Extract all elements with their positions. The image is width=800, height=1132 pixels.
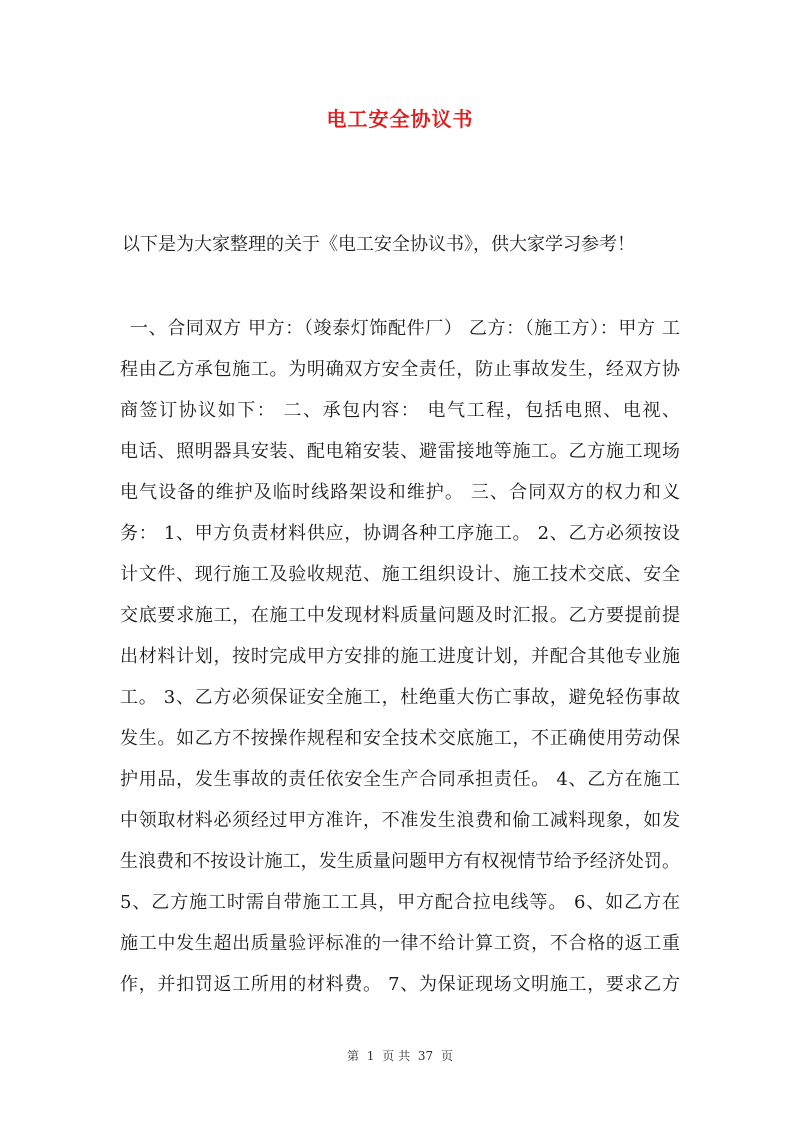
- body-line: 施工中发生超出质量验评标准的一律不给计算工资，不合格的返工重: [120, 933, 680, 954]
- body-line: 电气设备的维护及临时线路架设和维护。 三、合同双方的权力和义: [120, 482, 680, 503]
- body-line: 程由乙方承包施工。为明确双方安全责任，防止事故发生，经双方协: [120, 359, 680, 380]
- page-footer: [0, 1047, 800, 1064]
- body-line: 5、乙方施工时需自带施工工具，甲方配合拉电线等。 6、如乙方在: [120, 892, 680, 913]
- body-line: 发生。如乙方不按操作规程和安全技术交底施工，不正确使用劳动保: [120, 728, 680, 749]
- body-line: 生浪费和不按设计施工，发生质量问题甲方有权视情节给予经济处罚。: [120, 851, 680, 872]
- body-line: 务： 1、甲方负责材料供应，协调各种工序施工。 2、乙方必须按设: [120, 523, 680, 544]
- footer-total-pages: 37: [417, 1049, 434, 1063]
- footer-middle: 页 共: [382, 1049, 411, 1063]
- body-line: 中领取材料必须经过甲方准许，不准发生浪费和偷工减料现象，如发: [120, 810, 680, 831]
- body-line: 计文件、现行施工及验收规范、施工组织设计、施工技术交底、安全: [120, 564, 680, 585]
- intro-paragraph: 以下是为大家整理的关于《电工安全协议书》，供大家学习参考！: [122, 234, 635, 255]
- document-title: 电工安全协议书: [326, 107, 474, 131]
- footer-page-number: 1: [366, 1049, 375, 1063]
- footer-suffix: 页: [441, 1049, 454, 1063]
- body-line: 护用品，发生事故的责任依安全生产合同承担责任。 4、乙方在施工: [120, 769, 680, 790]
- body-line: 电话、照明器具安装、配电箱安装、避雷接地等施工。乙方施工现场: [120, 441, 680, 462]
- body-line: 商签订协议如下： 二、承包内容： 电气工程，包括电照、电视、: [120, 400, 680, 421]
- body-line: 作，并扣罚返工所用的材料费。 7、为保证现场文明施工，要求乙方: [120, 974, 680, 995]
- body-line: 出材料计划，按时完成甲方安排的施工进度计划，并配合其他专业施: [120, 646, 680, 667]
- body-line: 交底要求施工，在施工中发现材料质量问题及时汇报。乙方要提前提: [120, 605, 680, 626]
- body-line: 工。 3、乙方必须保证安全施工，杜绝重大伤亡事故，避免轻伤事故: [120, 687, 680, 708]
- body-line: 一、合同双方 甲方：（竣泰灯饰配件厂） 乙方：（施工方）：甲方 工: [130, 318, 680, 339]
- footer-prefix: 第: [346, 1049, 359, 1063]
- body-paragraph: [120, 314, 680, 1011]
